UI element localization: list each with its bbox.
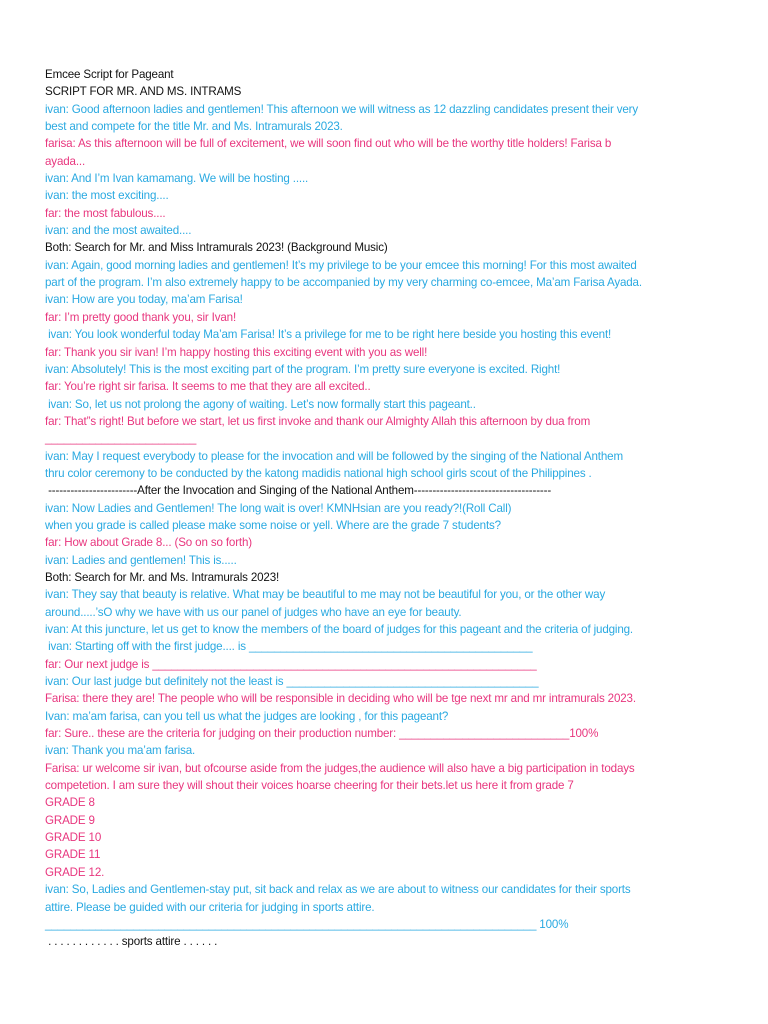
script-line-farisa: far: I’m pretty good thank you, sir Ivan! (45, 310, 237, 324)
script-line-ivan: ivan: May I request everybody to please for the invocation and will be followed by the singing of the National Anthem (45, 449, 623, 463)
script-line-ivan: ivan: How are you today, ma’am Farisa! (45, 293, 243, 307)
document-title: Emcee Script for Pageant (45, 68, 174, 81)
script-line-both: Both: Search for Mr. and Miss Intramurals 2023! (Background Music) (45, 241, 388, 255)
script-line-ivan: ivan: Thank you ma’am farisa. (45, 744, 196, 758)
script-line-ivan: ivan: Now Ladies and Gentlemen! The long wait is over! KMNHsian are you ready?!(Roll Call) (45, 501, 512, 515)
script-line-farisa: far: Thank you sir ivan! I’m happy hosting this exciting event with you as well! (45, 345, 428, 359)
script-line-ivan: ivan: Absolutely! This is the most exciting part of the program. I’m pretty sure everyone is excited. Right! (45, 362, 561, 376)
script-line-ivan: ivan: Our last judge but definitely not the least is ________________________________________ (45, 675, 539, 689)
script-line-farisa: far: You’re right sir farisa. It seems to me that they are all excited.. (45, 380, 371, 394)
script-line-ivan: ivan: At this juncture, let us get to know the members of the board of judges for this pageant and the criteria of judging. (45, 623, 634, 636)
script-line-ivan: ivan: the most exciting.... (45, 189, 169, 203)
script-line-ivan: around.....’sO why we have with us our panel of judges who have an eye for beauty. (45, 605, 462, 619)
script-line-ivan: when you grade is called please make some noise or yell. Where are the grade 7 students? (45, 518, 501, 532)
grade-list-item: GRADE 11 (45, 848, 101, 862)
grade-list-item: GRADE 8 (45, 796, 95, 810)
script-line-farisa: Farisa: there they are! The people who will be responsible in deciding who will be tge next mr and mr intramurals 2023. (45, 692, 636, 706)
script-line-ivan: ivan: and the most awaited.... (45, 224, 192, 238)
script-line-farisa: far: the most fabulous.... (45, 206, 166, 220)
script-line-ivan: ivan: Again, good morning ladies and gentlemen! It’s my privilege to be your emcee this morning! For this most awaited (45, 258, 637, 272)
script-line-farisa: far: That”s right! But before we start, let us first invoke and thank our Almighty Allah this afternoon by dua from (45, 414, 591, 428)
script-line-ivan: ivan: Good afternoon ladies and gentlemen! This afternoon we will witness as 12 dazzling candidates present their very (45, 102, 639, 116)
script-line-ivan: ivan: So, Ladies and Gentlemen-stay put, sit back and relax as we are about to witness our candidates for their sports (45, 883, 631, 897)
script-line-ivan: part of the program. I’m also extremely happy to be accompanied by my very charming co-emcee, Ma’am Farisa Ayada. (45, 276, 642, 290)
script-line-ivan: best and compete for the title Mr. and Ms. Intramurals 2023. (45, 120, 343, 134)
section-divider: ------------------------After the Invocation and Singing of the National Anthem------------------------------------- (45, 484, 552, 498)
script-line-farisa: far: Sure.. these are the criteria for judging on their production number: ___________________________100% (45, 727, 599, 741)
script-line-ivan: ivan: Ladies and gentlemen! This is..... (45, 553, 237, 567)
grade-list-item: GRADE 10 (45, 831, 102, 845)
script-line-farisa: far: Our next judge is _____________________________________________________________ (45, 657, 537, 671)
script-heading: SCRIPT FOR MR. AND MS. INTRAMS (45, 85, 242, 99)
script-line-farisa: competetion. I am sure they will shout their voices hoarse cheering for their bets.let us here it from grade 7 (45, 779, 574, 793)
blank-fill-line: ________________________ (45, 432, 197, 446)
script-line-ivan: ivan: And I’m Ivan kamamang. We will be hosting ..... (45, 172, 309, 186)
script-line-ivan: ivan: They say that beauty is relative. What may be beautiful to me may not be beautiful for you, or the other way (45, 588, 606, 602)
grade-list-item: GRADE 12. (45, 865, 105, 879)
script-line-ivan: ivan: You look wonderful today Ma’am Farisa! It’s a privilege for me to be right here beside you hosting this event! (45, 328, 612, 342)
document-page (45, 66, 735, 951)
script-line-farisa: far: How about Grade 8... (So on so forth) (45, 536, 253, 550)
script-line-ivan: ivan: So, let us not prolong the agony of waiting. Let’s now formally start this pageant.. (45, 397, 476, 411)
script-line-ivan: Ivan: ma’am farisa, can you tell us what the judges are looking , for this pageant? (45, 709, 449, 723)
script-line-farisa: farisa: As this afternoon will be full of excitement, we will soon find out who will be the worthy title holders! Farisa b (45, 137, 612, 151)
script-line-farisa: Farisa: ur welcome sir ivan, but ofcourse aside from the judges,the audience will also have a big participation in todays (45, 761, 635, 775)
script-line-ivan: thru color ceremony to be conducted by the katong madidis national high school girls scout of the Philippines . (45, 466, 592, 480)
script-line-farisa: ayada... (45, 154, 86, 168)
script-line-ivan: attire. Please be guided with our criteria for judging in sports attire. (45, 900, 375, 914)
grade-list-item: GRADE 9 (45, 813, 95, 827)
blank-fill-line: ______________________________________________________________________________ 100% (45, 917, 569, 931)
sports-attire-heading: . . . . . . . . . . . . sports attire . . . . . . (45, 935, 218, 949)
script-line-both: Both: Search for Mr. and Ms. Intramurals 2023! (45, 570, 280, 584)
script-line-ivan: ivan: Starting off with the first judge.... is _____________________________________________ (45, 640, 533, 654)
